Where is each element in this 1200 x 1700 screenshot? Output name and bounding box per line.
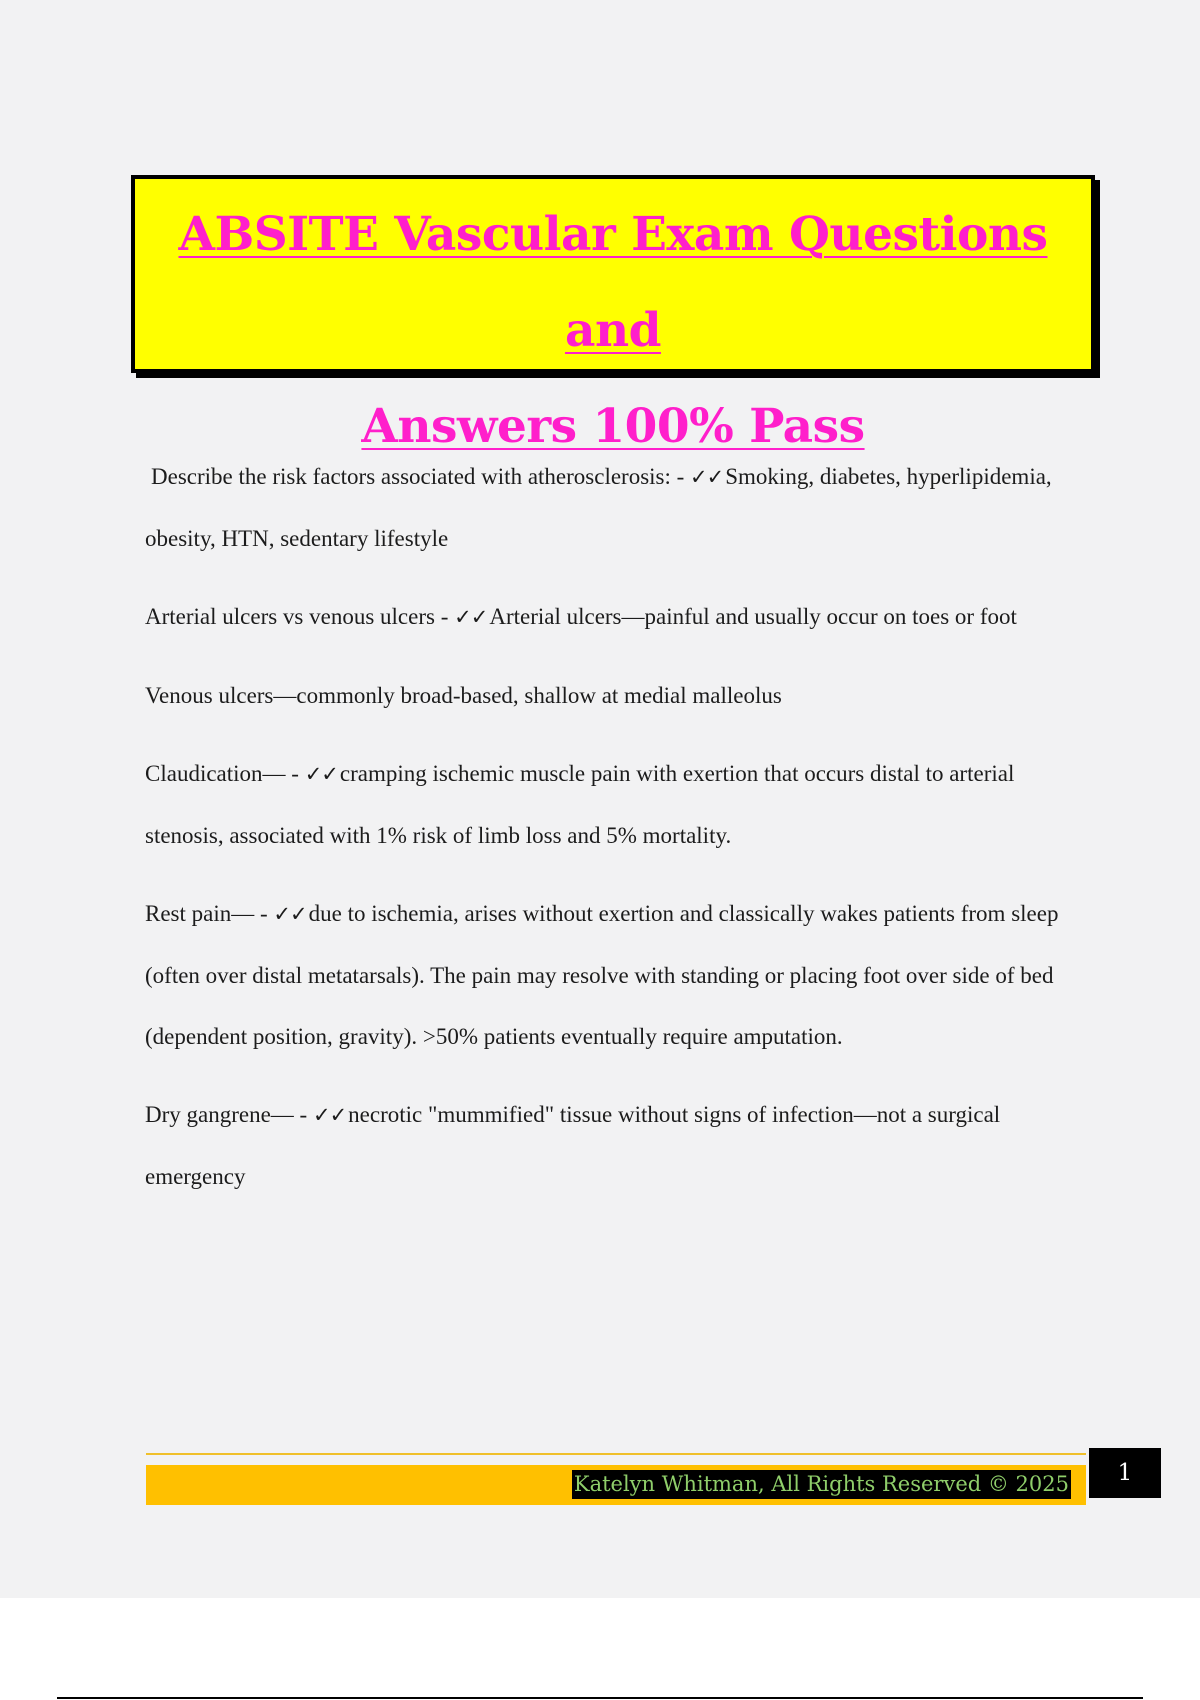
double-check-icon: ✓✓ — [454, 605, 488, 629]
answer-text: Arterial ulcers—painful and usually occur on toes or foot — [489, 604, 1017, 629]
question-text: Arterial ulcers vs venous ulcers - — [145, 604, 455, 629]
qa-item — [145, 743, 1090, 866]
question-text: Rest pain— - — [145, 901, 274, 926]
double-check-icon: ✓✓ — [312, 1103, 347, 1127]
qa-continuation: Venous ulcers—commonly broad-based, shallow at medial malleolus — [145, 683, 782, 708]
double-check-icon: ✓✓ — [273, 902, 307, 926]
document-title-line-1: ABSITE Vascular Exam Questions and — [178, 207, 1048, 358]
qa-item — [145, 446, 1090, 569]
double-check-icon: ✓✓ — [304, 762, 338, 786]
qa-content — [145, 446, 1090, 1224]
footer-divider — [146, 1453, 1086, 1455]
question-text: Describe the risk factors associated with atherosclerosis: - — [151, 464, 691, 489]
document-title-line-2: Answers 100% Pass — [361, 399, 865, 454]
double-check-icon: ✓✓ — [690, 465, 724, 489]
question-text: Dry gangrene— - — [145, 1102, 313, 1127]
bottom-divider — [57, 1697, 1143, 1699]
footer-band — [146, 1465, 1086, 1505]
answer-text: necrotic "mummified" tissue without signs of infection—not a surgical emergency — [145, 1102, 1001, 1189]
title-banner — [131, 175, 1095, 454]
answer-text: Smoking, diabetes, hyperlipidemia, obesity, HTN, sedentary lifestyle — [145, 464, 1052, 551]
qa-item — [145, 883, 1090, 1067]
answer-text: cramping ischemic muscle pain with exertion that occurs distal to arterial stenosis, associated with 1% risk of limb loss and 5% mortality. — [145, 761, 1015, 848]
page-number: 1 — [1089, 1448, 1161, 1498]
qa-item — [145, 586, 1090, 648]
question-text: Claudication— - — [145, 761, 305, 786]
answer-text: due to ischemia, arises without exertion and classically wakes patients from sleep (often over distal metatarsals). The pain may resolve with standing or placing foot over side of bed (dependent position, gravity). >50% patients eventually require amputation. — [145, 901, 1059, 1049]
footer-copyright: Katelyn Whitman, All Rights Reserved © 2025 — [572, 1470, 1071, 1499]
qa-item — [145, 1084, 1090, 1207]
